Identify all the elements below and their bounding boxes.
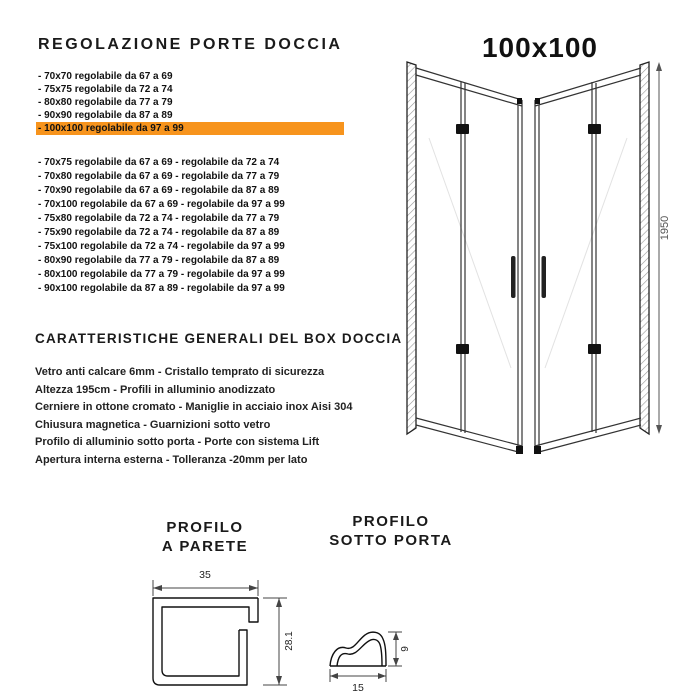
feature-row: Apertura interna esterna - Tolleranza -20mm per lato [35, 453, 308, 466]
feature-row: Chiusura magnetica - Guarnizioni sotto vetro [35, 418, 271, 431]
door-handles [511, 256, 546, 298]
door-profile-height-label: 9 [400, 646, 411, 652]
dim-arrow-top [656, 62, 662, 71]
dim-arrow-top [276, 598, 282, 607]
size-row: - 100x100 regolabile da 97 a 99 [36, 122, 344, 135]
mixed-size-list [38, 156, 285, 296]
shower-enclosure-diagram [395, 58, 675, 483]
size-row: - 75x90 regolabile da 72 a 74 - regolabile da 87 a 89 [38, 227, 280, 238]
size-row: - 80x80 regolabile da 77 a 79 [38, 97, 173, 108]
size-row: - 70x70 regolabile da 67 a 69 [38, 71, 173, 82]
door-profile-diagram [318, 598, 443, 696]
wall-profile-title-line1: PROFILO [166, 519, 244, 536]
wall-profile-height-label: 28.1 [284, 631, 295, 651]
features-list [35, 364, 352, 469]
size-row: - 90x100 regolabile da 87 a 89 - regolabile da 97 a 99 [38, 283, 285, 294]
dim-arrow-left [153, 585, 162, 591]
hinges [456, 124, 601, 354]
features-title: CARATTERISTICHE GENERALI DEL BOX DOCCIA [35, 331, 403, 346]
size-row: - 75x100 regolabile da 72 a 74 - regolabile da 97 a 99 [38, 241, 285, 252]
door-profile-title [316, 512, 466, 550]
door-profile-width-label: 15 [352, 682, 364, 694]
dim-arrow-bottom [656, 425, 662, 434]
door-profile-title-line1: PROFILO [352, 513, 430, 530]
dim-arrow-right [378, 673, 386, 679]
size-row: - 70x80 regolabile da 67 a 69 - regolabile da 77 a 79 [38, 171, 280, 182]
size-row: - 75x80 regolabile da 72 a 74 - regolabile da 77 a 79 [38, 213, 280, 224]
width-dimension-line [153, 580, 258, 596]
feature-row: Cerniere in ottone cromato - Maniglie in acciaio inox Aisi 304 [35, 401, 353, 413]
feature-row: Altezza 195cm - Profili in alluminio anodizzato [35, 383, 276, 396]
feature-row: Profilo di alluminio sotto porta - Porte con sistema Lift [35, 436, 320, 448]
door-profile-shape [330, 632, 386, 666]
dim-arrow-bottom [393, 658, 399, 666]
size-row: - 70x90 regolabile da 67 a 69 - regolabile da 87 a 89 [38, 185, 280, 196]
feature-row: Vetro anti calcare 6mm - Cristallo temprato di sicurezza [35, 366, 325, 378]
left-wall-profile [407, 62, 416, 434]
size-row: - 80x90 regolabile da 77 a 79 - regolabile da 87 a 89 [38, 255, 280, 266]
wall-profile-diagram [135, 566, 310, 698]
size-row: - 90x90 regolabile da 87 a 89 [38, 110, 173, 121]
diagram-size-title: 100x100 [481, 32, 598, 63]
wall-profile-shape [153, 598, 258, 685]
wall-profile-title [140, 518, 270, 556]
size-row: - 70x100 regolabile da 67 a 69 - regolabile da 97 a 99 [38, 199, 285, 210]
door-profile-title-line2: SOTTO PORTA [329, 532, 453, 549]
door-pivots [516, 98, 541, 454]
square-size-list [38, 70, 344, 135]
wall-profile-title-line2: A PARETE [161, 538, 249, 555]
glass-reflections [429, 138, 627, 368]
dim-arrow-right [249, 585, 258, 591]
dim-arrow-top [393, 632, 399, 640]
size-row: - 80x100 regolabile da 77 a 79 - regolabile da 97 a 99 [38, 269, 285, 280]
height-dimension-label: 1950 [659, 215, 671, 241]
dim-arrow-left [330, 673, 338, 679]
wall-profile-width-label: 35 [199, 569, 211, 581]
dim-arrow-bottom [276, 676, 282, 685]
right-wall-profile [640, 62, 649, 434]
size-row: - 75x75 regolabile da 72 a 74 [38, 84, 173, 95]
page-title: REGOLAZIONE PORTE DOCCIA [38, 36, 343, 53]
size-row: - 70x75 regolabile da 67 a 69 - regolabile da 72 a 74 [38, 157, 280, 168]
width-dimension-line [330, 669, 386, 682]
